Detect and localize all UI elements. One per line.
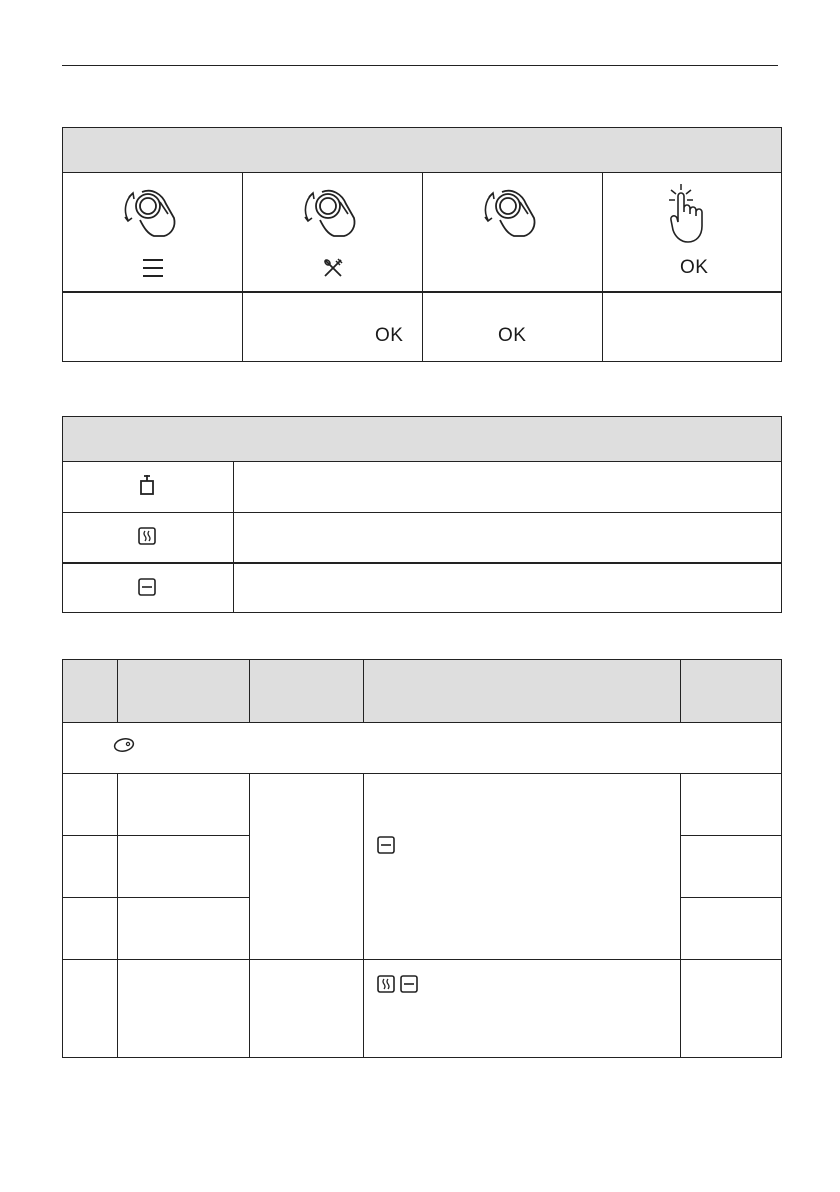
kettle-icon	[139, 475, 155, 495]
legend-row	[63, 513, 781, 563]
step-2-cell	[243, 172, 423, 292]
heat-element-icon	[138, 578, 156, 596]
heat-element-icon	[377, 836, 395, 854]
step-3-instruction	[423, 292, 603, 361]
cutlery-icon	[323, 258, 343, 278]
legend-row	[63, 462, 781, 512]
menu-lines-icon	[143, 258, 163, 278]
ok-label: OK	[680, 257, 709, 278]
touch-press-icon	[667, 182, 717, 244]
icon-legend-header	[63, 417, 781, 462]
turn-knob-icon	[478, 184, 546, 240]
legend-row	[63, 564, 781, 614]
step-4-cell	[603, 172, 783, 292]
steam-icon	[138, 527, 156, 545]
steam-icon	[377, 975, 395, 993]
steps-table-header	[63, 128, 781, 173]
step-3-cell	[423, 172, 603, 292]
steps-table	[62, 127, 782, 362]
category-row	[63, 723, 781, 773]
food-dish-icon	[113, 737, 135, 753]
heat-element-icon	[400, 975, 418, 993]
step-2-instruction	[243, 292, 423, 361]
icon-legend-table	[62, 416, 782, 613]
turn-knob-icon	[298, 184, 366, 240]
settings-table	[62, 659, 782, 1058]
settings-table-header	[63, 660, 781, 723]
turn-knob-icon	[118, 184, 186, 240]
ok-label: OK	[375, 325, 404, 346]
top-rule	[62, 65, 778, 66]
ok-label: OK	[498, 325, 527, 346]
step-1-cell	[63, 172, 243, 292]
